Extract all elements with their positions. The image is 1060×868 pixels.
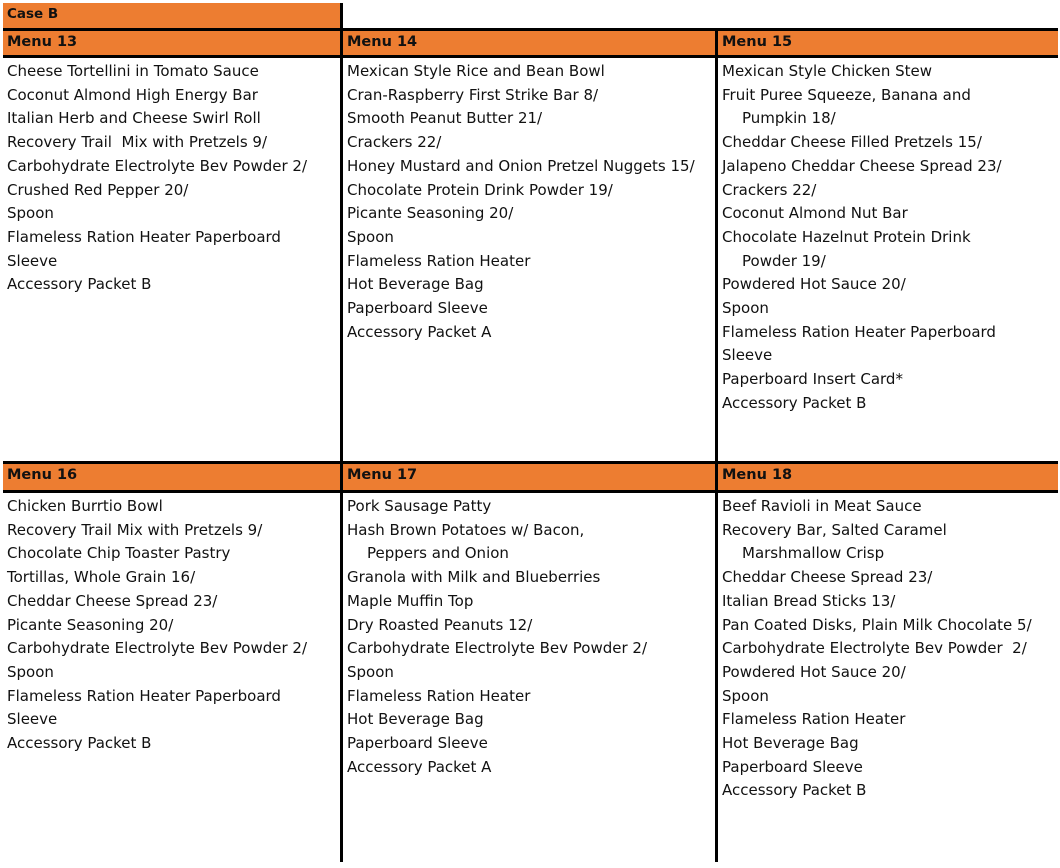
menu-item: Chocolate Chip Toaster Pastry bbox=[7, 544, 231, 563]
menu-items-13 bbox=[3, 58, 340, 461]
menu-item: Smooth Peanut Butter 21/ bbox=[347, 109, 543, 128]
menu-item: Crushed Red Pepper 20/ bbox=[7, 180, 189, 199]
menu-item: Accessory Packet B bbox=[722, 781, 867, 800]
menu-item: Italian Bread Sticks 13/ bbox=[722, 591, 896, 610]
menu-header-18: Menu 18 bbox=[718, 464, 1058, 490]
menu-item: Sleeve bbox=[7, 710, 58, 729]
menu-items-18 bbox=[718, 493, 1058, 868]
menu-item: Cheddar Cheese Spread 23/ bbox=[722, 568, 933, 587]
menu-item: Carbohydrate Electrolyte Bev Powder 2/ bbox=[7, 639, 308, 658]
menu-item: Beef Ravioli in Meat Sauce bbox=[722, 497, 922, 515]
menu-item: Picante Seasoning 20/ bbox=[7, 615, 174, 634]
menu-item: Accessory Packet B bbox=[7, 275, 152, 294]
menu-item: Mexican Style Rice and Bean Bowl bbox=[347, 62, 605, 80]
menu-item: Recovery Trail Mix with Pretzels 9/ bbox=[7, 133, 268, 152]
menu-table bbox=[3, 3, 1058, 862]
menu-item: Hot Beverage Bag bbox=[722, 734, 859, 753]
menu-item: Recovery Bar, Salted Caramel bbox=[722, 520, 947, 539]
menu-item: Chocolate Protein Drink Powder 19/ bbox=[347, 180, 613, 199]
menu-item: Accessory Packet B bbox=[722, 393, 867, 412]
menu-item: Hot Beverage Bag bbox=[347, 275, 484, 294]
menu-item: Jalapeno Cheddar Cheese Spread 23/ bbox=[722, 156, 1002, 175]
menu-item: Crackers 22/ bbox=[722, 180, 817, 199]
menu-item: Flameless Ration Heater bbox=[347, 251, 531, 270]
menu-item: Coconut Almond Nut Bar bbox=[722, 204, 908, 223]
menu-item: Spoon bbox=[722, 299, 769, 318]
menu-header-17: Menu 17 bbox=[343, 464, 715, 490]
menu-item: Honey Mustard and Onion Pretzel Nuggets 15/ bbox=[347, 156, 695, 175]
menu-item: Powdered Hot Sauce 20/ bbox=[722, 275, 906, 294]
menu-item: Flameless Ration Heater Paperboard bbox=[7, 686, 281, 705]
menu-item: Peppers and Onion bbox=[367, 544, 509, 563]
menu-item: Cheddar Cheese Spread 23/ bbox=[7, 591, 218, 610]
menu-item: Powder 19/ bbox=[742, 251, 826, 270]
menu-item: Paperboard Insert Card* bbox=[722, 370, 903, 389]
menu-header-15: Menu 15 bbox=[718, 31, 1058, 55]
menu-item: Carbohydrate Electrolyte Bev Powder 2/ bbox=[722, 639, 1027, 658]
menu-item: Picante Seasoning 20/ bbox=[347, 204, 514, 223]
menu-item: Paperboard Sleeve bbox=[722, 757, 863, 776]
menu-item: Accessory Packet A bbox=[347, 322, 492, 341]
menu-item: Spoon bbox=[722, 686, 769, 705]
menu-item: Maple Muffin Top bbox=[347, 591, 474, 610]
menu-items-15 bbox=[718, 58, 1058, 461]
menu-item: Powdered Hot Sauce 20/ bbox=[722, 662, 906, 681]
menu-item: Granola with Milk and Blueberries bbox=[347, 568, 601, 587]
menu-item: Flameless Ration Heater Paperboard bbox=[722, 322, 996, 341]
menu-item: Marshmallow Crisp bbox=[742, 544, 885, 563]
menu-item: Crackers 22/ bbox=[347, 133, 442, 152]
menu-item: Accessory Packet A bbox=[347, 757, 492, 776]
menu-header-16: Menu 16 bbox=[3, 464, 340, 490]
menu-item: Dry Roasted Peanuts 12/ bbox=[347, 615, 533, 634]
menu-item: Pan Coated Disks, Plain Milk Chocolate 5/ bbox=[722, 615, 1032, 634]
case-header-blank bbox=[343, 3, 1058, 28]
case-label: Case B bbox=[3, 3, 340, 28]
menu-items-14 bbox=[343, 58, 715, 461]
menu-item: Mexican Style Chicken Stew bbox=[722, 62, 933, 80]
menu-item: Flameless Ration Heater bbox=[722, 710, 906, 729]
menu-item: Flameless Ration Heater bbox=[347, 686, 531, 705]
menu-item: Coconut Almond High Energy Bar bbox=[7, 85, 258, 104]
menu-item: Cheese Tortellini in Tomato Sauce bbox=[7, 62, 259, 80]
menu-item: Spoon bbox=[347, 227, 394, 246]
menu-item: Tortillas, Whole Grain 16/ bbox=[7, 568, 196, 587]
menu-item: Hash Brown Potatoes w/ Bacon, bbox=[347, 520, 585, 539]
menu-item: Accessory Packet B bbox=[7, 734, 152, 753]
menu-item: Hot Beverage Bag bbox=[347, 710, 484, 729]
menu-item: Sleeve bbox=[722, 346, 773, 365]
menu-item: Pumpkin 18/ bbox=[742, 109, 836, 128]
menu-header-14: Menu 14 bbox=[343, 31, 715, 55]
menu-item: Chicken Burrtio Bowl bbox=[7, 497, 163, 515]
menu-item: Spoon bbox=[7, 204, 54, 223]
menu-items-16 bbox=[3, 493, 340, 868]
menu-item: Carbohydrate Electrolyte Bev Powder 2/ bbox=[347, 639, 648, 658]
menu-item: Fruit Puree Squeeze, Banana and bbox=[722, 85, 971, 104]
menu-item: Recovery Trail Mix with Pretzels 9/ bbox=[7, 520, 263, 539]
menu-item: Flameless Ration Heater Paperboard bbox=[7, 227, 281, 246]
menu-item: Sleeve bbox=[7, 251, 58, 270]
menu-item: Paperboard Sleeve bbox=[347, 734, 488, 753]
menu-item: Cran-Raspberry First Strike Bar 8/ bbox=[347, 85, 599, 104]
menu-items-17 bbox=[343, 493, 715, 868]
menu-item: Spoon bbox=[7, 662, 54, 681]
menu-item: Spoon bbox=[347, 662, 394, 681]
menu-item: Chocolate Hazelnut Protein Drink bbox=[722, 227, 971, 246]
menu-header-13: Menu 13 bbox=[3, 31, 340, 55]
menu-item: Pork Sausage Patty bbox=[347, 497, 492, 515]
menu-item: Cheddar Cheese Filled Pretzels 15/ bbox=[722, 133, 982, 152]
menu-item: Carbohydrate Electrolyte Bev Powder 2/ bbox=[7, 156, 308, 175]
menu-item: Paperboard Sleeve bbox=[347, 299, 488, 318]
menu-item: Italian Herb and Cheese Swirl Roll bbox=[7, 109, 261, 128]
